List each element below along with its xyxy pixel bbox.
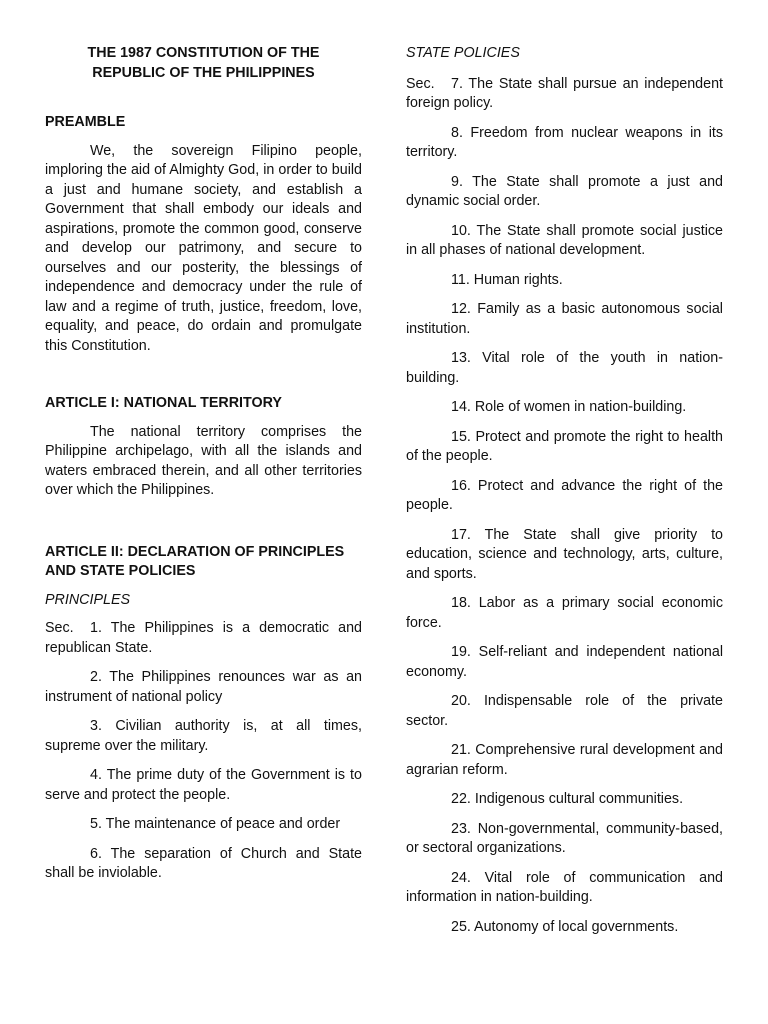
policy-item bbox=[406, 75, 723, 114]
title-line-1: THE 1987 CONSTITUTION OF THE bbox=[87, 45, 320, 61]
policy-item: 9. The State shall promote a just and dynamic social order. bbox=[406, 173, 723, 209]
policy-item: 25. Autonomy of local governments. bbox=[451, 918, 679, 935]
state-policies-label: STATE POLICIES bbox=[406, 45, 520, 61]
preamble-text: We, the sovereign Filipino people, imploring the aid of Almighty God, in order to build a just and humane society, and establish a Government that shall embody our ideals and aspirations, promote the common good, conserve and develop our patrimony, and secure to ourselves and our posterity, the blessings of independence and democracy under the rule of law and a regime of truth, justice, freedom, love, equality, and peace, do ordain and promulgate this Constitution. bbox=[45, 142, 362, 354]
principle-item: 4. The prime duty of the Government is to serve and protect the people. bbox=[45, 767, 362, 803]
policy-item: 18. Labor as a primary social economic force. bbox=[406, 595, 723, 631]
article-1-heading: ARTICLE I: NATIONAL TERRITORY bbox=[45, 395, 282, 411]
policy-item: 8. Freedom from nuclear weapons in its territory. bbox=[406, 124, 723, 160]
preamble-heading: PREAMBLE bbox=[45, 114, 126, 130]
principle-item: 5. The maintenance of peace and order bbox=[90, 816, 341, 832]
policy-item: 10. The State shall promote social justice in all phases of national development. bbox=[406, 222, 723, 258]
policy-item: 19. Self-reliant and independent national economy. bbox=[406, 644, 723, 680]
principle-item: 3. Civilian authority is, at all times, supreme over the military. bbox=[45, 718, 362, 754]
policy-item: 24. Vital role of communication and information in nation-building. bbox=[406, 869, 723, 905]
policy-item: 14. Role of women in nation-building. bbox=[451, 399, 687, 415]
principle-item: 6. The separation of Church and State shall be inviolable. bbox=[45, 845, 362, 881]
article-2-heading: ARTICLE II: DECLARATION OF PRINCIPLES AND STATE POLICIES bbox=[45, 543, 345, 579]
policy-item: 21. Comprehensive rural development and agrarian reform. bbox=[406, 742, 723, 778]
policy-item: 13. Vital role of the youth in nation-building. bbox=[406, 350, 723, 386]
title-line-2: REPUBLIC OF THE PHILIPPINES bbox=[92, 64, 315, 81]
policy-text: 7. The State shall pursue an independent foreign policy. bbox=[406, 75, 723, 111]
policy-item: 12. Family as a basic autonomous social institution. bbox=[406, 301, 723, 337]
policy-item: 11. Human rights. bbox=[451, 271, 563, 288]
policy-item: 22. Indigenous cultural communities. bbox=[451, 791, 684, 807]
article-1-text: The national territory comprises the Philippine archipelago, with all the islands and waters embraced therein, and all other territories over which the Philippines. bbox=[45, 423, 362, 498]
principle-item: 2. The Philippines renounces war as an instrument of national policy bbox=[45, 669, 362, 705]
policy-item: 15. Protect and promote the right to health of the people. bbox=[406, 428, 723, 464]
principles-label: PRINCIPLES bbox=[45, 591, 131, 608]
left-column bbox=[45, 44, 362, 894]
right-column bbox=[406, 44, 723, 947]
policy-item: 20. Indispensable role of the private sector. bbox=[406, 693, 723, 729]
policy-item: 16. Protect and advance the right of the people. bbox=[406, 477, 723, 513]
policy-item: 23. Non-governmental, community-based, or sectoral organizations. bbox=[406, 820, 723, 856]
principle-item bbox=[45, 619, 362, 658]
principle-text: 1. The Philippines is a democratic and republican State. bbox=[45, 620, 362, 656]
policy-item: 17. The State shall give priority to education, science and technology, arts, culture, and sports. bbox=[406, 526, 723, 582]
sec-label: Sec. bbox=[406, 75, 435, 92]
document-title bbox=[45, 44, 362, 83]
sec-label: Sec. bbox=[45, 620, 74, 636]
